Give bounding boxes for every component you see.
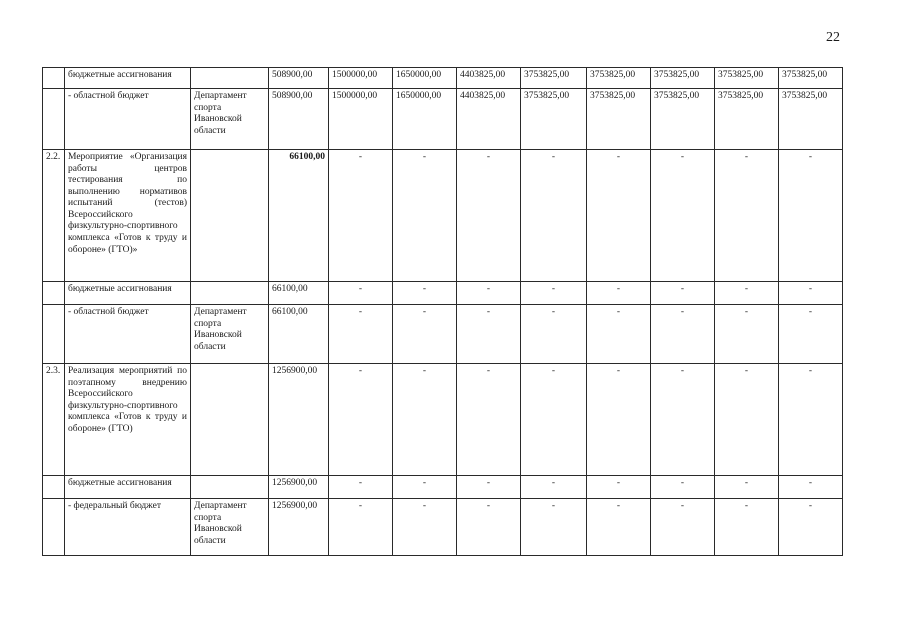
value-cell: - <box>393 364 457 476</box>
row-name: Мероприятие «Организация работы центров тестирования по выполнению нормативов испытаний (тестов) Всероссийского физкультурно-спортивного комплекса «Готов к труду и обороне» (ГТО)» <box>65 150 191 282</box>
row-executor <box>191 364 269 476</box>
row-number: 2.2. <box>43 150 65 282</box>
value-cell: 4403825,00 <box>457 68 521 89</box>
value-cell: - <box>587 282 651 305</box>
value-cell: 3753825,00 <box>651 68 715 89</box>
value-cell: 1256900,00 <box>269 364 329 476</box>
row-number <box>43 282 65 305</box>
row-executor: Департамент спорта Ивановской области <box>191 89 269 150</box>
value-cell: - <box>715 282 779 305</box>
value-cell: - <box>521 499 587 556</box>
page-number: 22 <box>826 30 840 45</box>
value-cell: - <box>521 305 587 364</box>
row-executor <box>191 150 269 282</box>
value-cell: - <box>651 282 715 305</box>
value-cell: - <box>393 305 457 364</box>
row-name: бюджетные ассигнования <box>65 282 191 305</box>
value-cell: 1256900,00 <box>269 499 329 556</box>
value-cell: 3753825,00 <box>779 89 843 150</box>
value-cell: - <box>329 305 393 364</box>
table-row <box>43 150 843 282</box>
value-cell: - <box>457 150 521 282</box>
row-name: бюджетные ассигнования <box>65 68 191 89</box>
value-cell: - <box>779 364 843 476</box>
value-cell: - <box>329 499 393 556</box>
value-cell: - <box>457 282 521 305</box>
table-row <box>43 282 843 305</box>
value-cell: - <box>457 305 521 364</box>
value-cell: - <box>715 305 779 364</box>
value-cell: - <box>779 150 843 282</box>
value-cell: - <box>329 476 393 499</box>
value-cell: - <box>587 150 651 282</box>
table-row <box>43 89 843 150</box>
value-cell: 3753825,00 <box>651 89 715 150</box>
value-cell: 1500000,00 <box>329 89 393 150</box>
row-number: 2.3. <box>43 364 65 476</box>
value-cell: - <box>779 282 843 305</box>
row-name: - областной бюджет <box>65 89 191 150</box>
value-cell: - <box>521 476 587 499</box>
value-cell: 3753825,00 <box>587 89 651 150</box>
row-executor: Департамент спорта Ивановской области <box>191 305 269 364</box>
value-cell: 3753825,00 <box>587 68 651 89</box>
value-cell: 508900,00 <box>269 89 329 150</box>
row-executor <box>191 68 269 89</box>
value-cell: - <box>651 364 715 476</box>
value-cell: 3753825,00 <box>715 68 779 89</box>
budget-table <box>42 67 843 556</box>
table-row <box>43 305 843 364</box>
value-cell: 1650000,00 <box>393 89 457 150</box>
value-cell: - <box>521 364 587 476</box>
value-cell: - <box>651 476 715 499</box>
value-cell: - <box>521 150 587 282</box>
value-cell: - <box>393 499 457 556</box>
value-cell: - <box>457 364 521 476</box>
value-cell: 66100,00 <box>269 305 329 364</box>
table-row <box>43 499 843 556</box>
value-cell: - <box>587 305 651 364</box>
row-number <box>43 305 65 364</box>
value-cell: - <box>715 364 779 476</box>
row-name: Реализация мероприятий по поэтапному внедрению Всероссийского физкультурно-спортивного комплекса «Готов к труду и обороне» (ГТО) <box>65 364 191 476</box>
value-cell: 1500000,00 <box>329 68 393 89</box>
table-row <box>43 476 843 499</box>
row-executor <box>191 476 269 499</box>
value-cell: 3753825,00 <box>521 68 587 89</box>
table-row <box>43 68 843 89</box>
value-cell: 4403825,00 <box>457 89 521 150</box>
row-name: бюджетные ассигнования <box>65 476 191 499</box>
value-cell: - <box>393 282 457 305</box>
value-cell: 508900,00 <box>269 68 329 89</box>
row-number <box>43 68 65 89</box>
value-cell: - <box>715 476 779 499</box>
value-cell: - <box>587 364 651 476</box>
value-cell: - <box>521 282 587 305</box>
value-cell: 3753825,00 <box>521 89 587 150</box>
value-cell: - <box>393 476 457 499</box>
value-cell: - <box>587 499 651 556</box>
value-cell: - <box>329 282 393 305</box>
value-cell: - <box>393 150 457 282</box>
row-executor <box>191 282 269 305</box>
value-cell: - <box>329 364 393 476</box>
row-number <box>43 476 65 499</box>
value-cell: - <box>587 476 651 499</box>
value-cell: 66100,00 <box>269 150 329 282</box>
value-cell: - <box>329 150 393 282</box>
value-cell: - <box>715 150 779 282</box>
value-cell: 1256900,00 <box>269 476 329 499</box>
row-name: - областной бюджет <box>65 305 191 364</box>
row-number <box>43 89 65 150</box>
value-cell: - <box>651 305 715 364</box>
row-name: - федеральный бюджет <box>65 499 191 556</box>
value-cell: - <box>457 476 521 499</box>
row-executor: Департамент спорта Ивановской области <box>191 499 269 556</box>
value-cell: 3753825,00 <box>715 89 779 150</box>
value-cell: - <box>779 305 843 364</box>
value-cell: 1650000,00 <box>393 68 457 89</box>
value-cell: - <box>715 499 779 556</box>
value-cell: - <box>779 499 843 556</box>
value-cell: - <box>779 476 843 499</box>
value-cell: 3753825,00 <box>779 68 843 89</box>
value-cell: - <box>651 150 715 282</box>
value-cell: 66100,00 <box>269 282 329 305</box>
row-number <box>43 499 65 556</box>
value-cell: - <box>457 499 521 556</box>
table-row <box>43 364 843 476</box>
value-cell: - <box>651 499 715 556</box>
